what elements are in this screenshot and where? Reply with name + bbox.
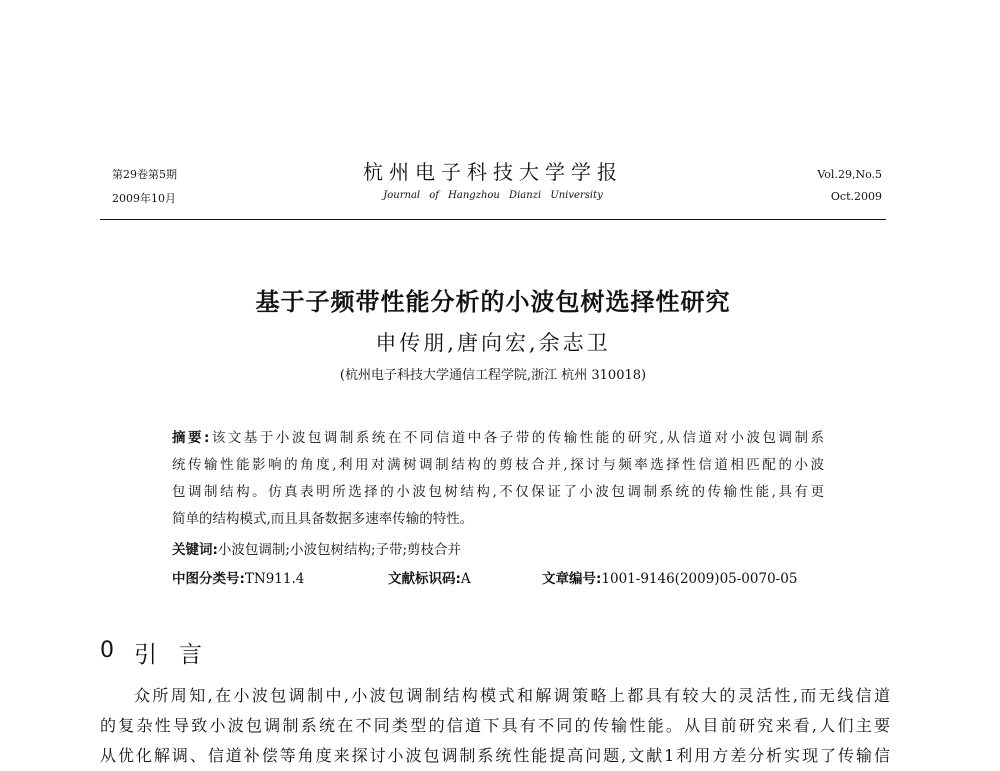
abstract-line-1 <box>172 425 824 452</box>
header-rule <box>100 219 886 220</box>
section-title: 引言 <box>134 642 224 668</box>
body-line-3: 从优化解调、信道补偿等角度来探讨小波包调制系统性能提高问题,文献1利用方差分析实现了传输信 <box>100 746 890 765</box>
body-line-1: 众所周知,在小波包调制中,小波包调制结构模式和解调策略上都具有较大的灵活性,而无线信道 <box>134 686 890 705</box>
abstract <box>172 425 824 533</box>
document-code <box>388 567 471 587</box>
abstract-label: 摘要: <box>172 430 210 446</box>
article-title: 基于子频带性能分析的小波包树选择性研究 <box>255 288 731 316</box>
keywords <box>172 538 461 558</box>
abstract-line-4: 简单的结构模式,而且具备数据多速率传输的特性。 <box>172 511 474 527</box>
section-number: 0 <box>100 638 114 663</box>
journal-date-en: Oct.2009 <box>830 190 882 203</box>
journal-date-cn: 2009年10月 <box>112 192 176 205</box>
abstract-line-2: 统传输性能影响的角度,利用对满树调制结构的剪枝合并,探讨与频率选择性信道相匹配的小波 <box>172 457 824 473</box>
journal-name-en: Journal of Hangzhou Dianzi University <box>383 190 603 201</box>
clc-value: TN911.4 <box>244 571 305 587</box>
clc-label: 中图分类号: <box>172 571 245 587</box>
article-affiliation: (杭州电子科技大学通信工程学院,浙江 杭州 310018) <box>339 368 647 383</box>
article-number-label: 文章编号: <box>542 571 602 587</box>
document-code-value: A <box>460 571 471 587</box>
keywords-text: 小波包调制;小波包树结构;子带;剪枝合并 <box>217 542 462 558</box>
keywords-label: 关键词: <box>172 542 218 558</box>
journal-name-cn: 杭州电子科技大学学报 <box>363 160 623 184</box>
abstract-line-3: 包调制结构。仿真表明所选择的小波包树结构,不仅保证了小波包调制系统的传输性能,具有更 <box>172 484 824 500</box>
article-number-value: 1001-9146(2009)05-0070-05 <box>601 571 798 587</box>
journal-volume-issue-en: Vol.29,No.5 <box>817 168 882 181</box>
article-authors: 申传朋,唐向宏,余志卫 <box>375 331 611 355</box>
clc-number <box>172 567 304 587</box>
body-line-2: 的复杂性导致小波包调制系统在不同类型的信道下具有不同的传输性能。从目前研究来看,人们主要 <box>100 716 890 735</box>
body-paragraph <box>100 681 890 771</box>
journal-volume-issue-cn: 第29卷第5期 <box>112 168 177 181</box>
document-code-label: 文献标识码: <box>388 571 461 587</box>
article-number <box>542 567 797 587</box>
abstract-text-1: 该文基于小波包调制系统在不同信道中各子带的传输性能的研究,从信道对小波包调制系 <box>209 430 824 446</box>
